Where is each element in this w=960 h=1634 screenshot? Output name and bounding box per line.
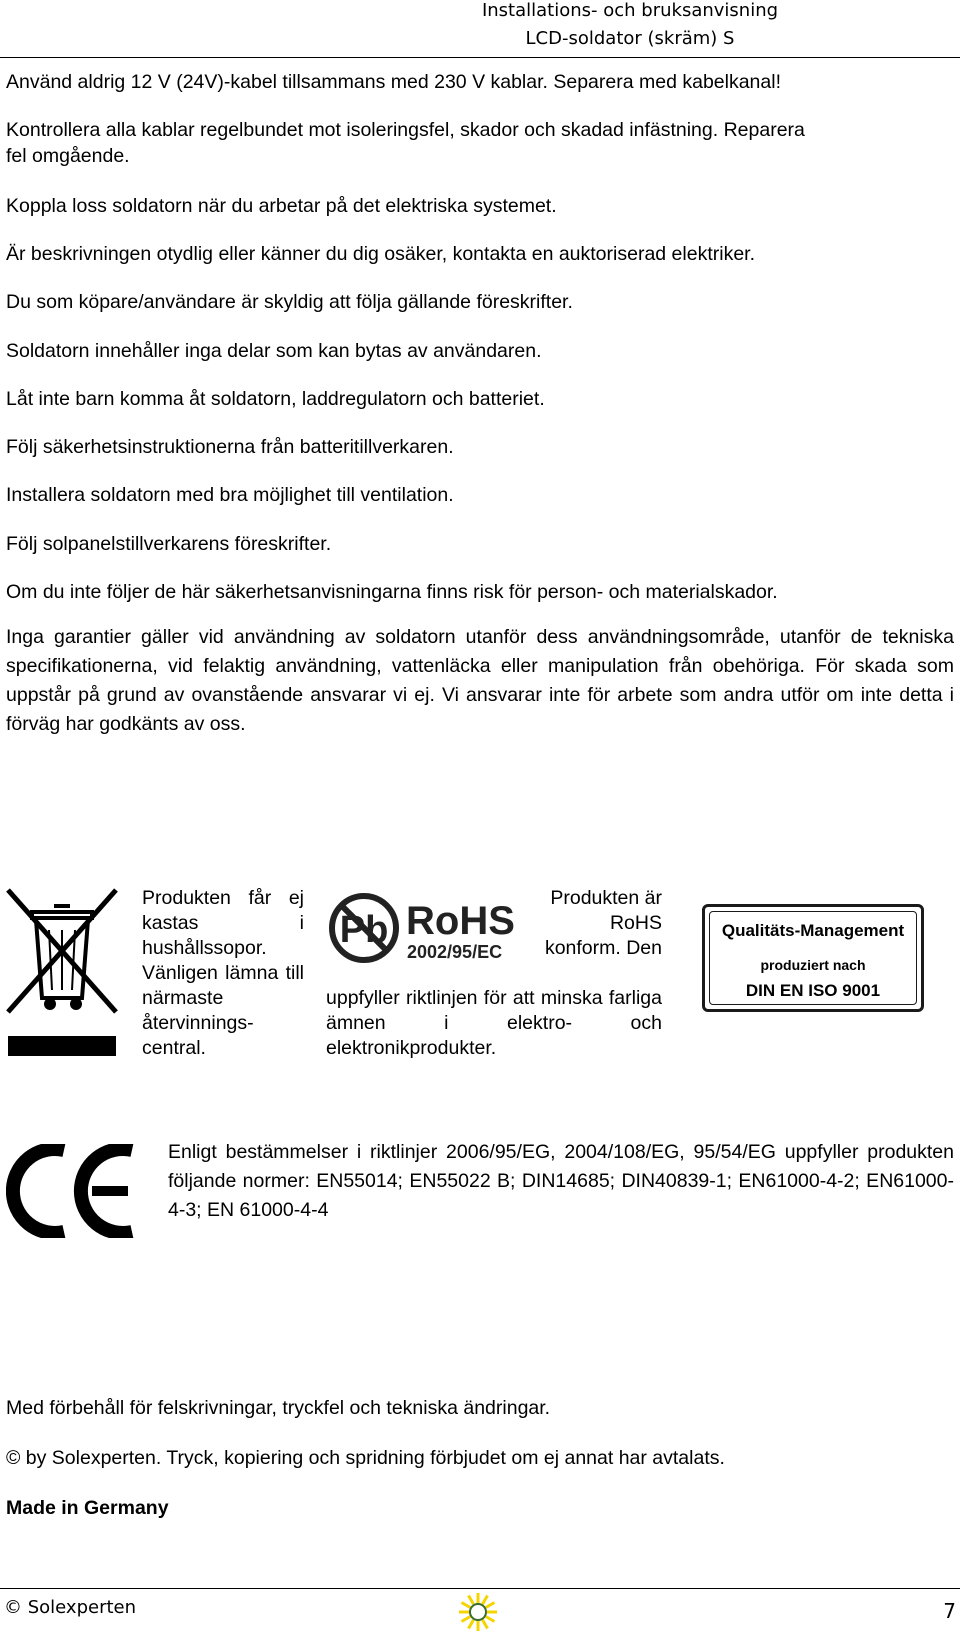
rohs-text-top: Produkten är RoHS konform. Den xyxy=(544,887,662,959)
page-number: 7 xyxy=(943,1599,956,1623)
footer-brand: © Solexperten xyxy=(4,1597,137,1618)
made-in-germany: Made in Germany xyxy=(6,1497,169,1519)
ce-conformity-text: Enligt bestämmelser i riktlinjer 2006/95/EG, 2004/108/EG, 95/54/EG uppfyller produkten följande normer: EN55014; EN55022 B; DIN14685; DIN40839-1; EN61000-4-2; EN61000-4-3; EN 61000-4-4 xyxy=(168,1141,954,1221)
page-footer xyxy=(0,1588,960,1634)
reservation-text: Med förbehåll för felskrivningar, tryckfel och tekniska ändringar. xyxy=(6,1397,551,1419)
header-title: Installations- och bruksanvisning xyxy=(481,0,779,21)
rohs-text-bottom: uppfyller riktlinjen för att minska farliga ämnen i elektro- och elektronikprodukter. xyxy=(326,987,662,1059)
paragraph-regulations: Du som köpare/användare är skyldig att följa gällande föreskrifter. xyxy=(6,291,573,313)
paragraph-warranty: Inga garantier gäller vid användning av soldatorn utanför dess användningsområde, utanför de tekniska specifikationerna, vid felaktig användning, vattenläcka eller manipulation från obehöriga. För skada som uppstår på grund av ovanstående ansvarar vi ej. Vi ansvarar inte för arbete som andra utför om inte detta i förväg har godkänts av oss. xyxy=(6,626,954,735)
quality-line1: Qualitäts-Management xyxy=(721,921,905,940)
quality-management-stamp xyxy=(702,904,924,1012)
rohs-logo xyxy=(326,890,522,970)
paragraph-check-cables-line1: Kontrollera alla kablar regelbundet mot isoleringsfel, skador och skadad infästning. Reparera xyxy=(6,119,805,141)
rohs-main-text: RoHS xyxy=(406,899,515,943)
weee-bin-icon xyxy=(4,886,122,1058)
paragraph-panel-instructions: Följ solpanelstillverkarens föreskrifter. xyxy=(6,533,332,555)
paragraph-cable-separation: Använd aldrig 12 V (24V)-kabel tillsammans med 230 V kablar. Separera med kabelkanal! xyxy=(6,71,782,93)
quality-line2: produziert nach xyxy=(760,957,866,973)
rohs-pb-text: Pb xyxy=(339,909,389,951)
paragraph-check-cables-line2: fel omgående. xyxy=(6,145,130,167)
paragraph-children: Låt inte barn komma åt soldatorn, laddregulatorn och batteriet. xyxy=(6,388,545,410)
paragraph-no-user-parts: Soldatorn innehåller inga delar som kan bytas av användaren. xyxy=(6,340,542,362)
page-header xyxy=(0,0,960,58)
paragraph-ventilation: Installera soldatorn med bra möjlighet till ventilation. xyxy=(6,484,454,506)
rohs-sub-text: 2002/95/EC xyxy=(407,942,503,962)
quality-line3: DIN EN ISO 9001 xyxy=(745,981,881,1000)
paragraph-risk-warning: Om du inte följer de här säkerhetsanvisningarna finns risk för person- och materialskador. xyxy=(6,581,778,603)
paragraph-disconnect: Koppla loss soldatorn när du arbetar på det elektriska systemet. xyxy=(6,195,557,217)
weee-text: Produkten får ej kastas i hushållssopor. Vänligen lämna till närmaste återvinnings-central. xyxy=(142,887,304,1059)
paragraph-battery-instructions: Följ säkerhetsinstruktionerna från batteritillverkaren. xyxy=(6,436,454,458)
sun-logo-icon xyxy=(456,1591,500,1634)
header-subtitle: LCD-soldator (skräm) S xyxy=(525,28,735,49)
copyright-text: © by Solexperten. Tryck, kopiering och spridning förbjudet om ej annat har avtalats. xyxy=(6,1447,725,1469)
ce-mark-icon xyxy=(6,1144,134,1238)
paragraph-contact-electrician: Är beskrivningen otydlig eller känner du dig osäker, kontakta en auktoriserad elektriker. xyxy=(6,243,755,265)
